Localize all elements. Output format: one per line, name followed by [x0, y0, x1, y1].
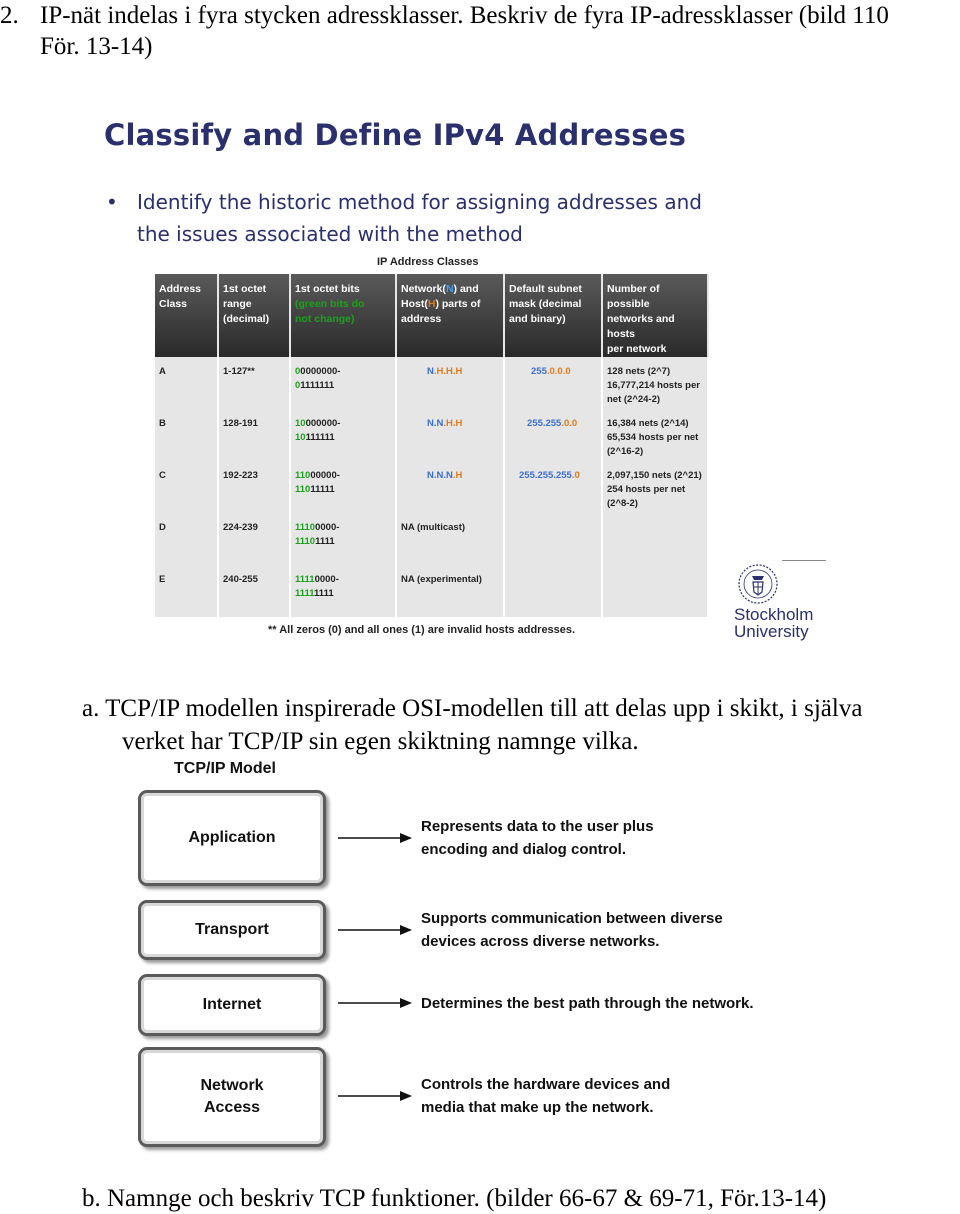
arrow-right-icon [338, 997, 412, 1009]
header-first-octet-range: 1st octet range (decimal) [218, 274, 290, 357]
cell-network-host: N.N.N.H [396, 461, 504, 513]
logo-divider [782, 560, 826, 561]
cell-class: A [155, 357, 218, 409]
cell-network-host: N.N.H.H [396, 409, 504, 461]
bullet-dot: • [106, 190, 118, 214]
tcp-ip-model-title: TCP/IP Model [174, 760, 276, 777]
ipv4-classes-slide [100, 112, 830, 652]
cell-range: 240-255 [218, 565, 290, 617]
university-seal-icon [736, 562, 780, 606]
table-row [155, 513, 708, 565]
cell-class: C [155, 461, 218, 513]
arrow-right-icon [338, 1090, 412, 1102]
cell-mask [504, 513, 602, 565]
arrow-right-icon [338, 924, 412, 936]
cell-count: 2,097,150 nets (2^21) 254 hosts per net (2^8-2) [602, 461, 708, 513]
stockholm-university-logo [732, 558, 832, 648]
cell-bits: 10000000- 10111111 [290, 409, 396, 461]
table-header-row [155, 274, 708, 357]
cell-mask: 255.0.0.0 [504, 357, 602, 409]
table-row [155, 565, 708, 617]
cell-count [602, 513, 708, 565]
question-a-line-2: verket har TCP/IP sin egen skiktning namnge vilka. [122, 728, 639, 755]
cell-mask [504, 565, 602, 617]
cell-range: 192-223 [218, 461, 290, 513]
cell-network-host: NA (experimental) [396, 565, 504, 617]
question-b: b. Namnge och beskriv TCP funktioner. (bilder 66-67 & 69-71, För.13-14) [82, 1185, 827, 1212]
cell-class: B [155, 409, 218, 461]
table-row [155, 461, 708, 513]
table-footnote: ** All zeros (0) and all ones (1) are invalid hosts addresses. [268, 624, 576, 636]
bullet-line-1: Identify the historic method for assigning addresses and [137, 190, 702, 214]
table-title: IP Address Classes [377, 256, 479, 268]
internet-description: Determines the best path through the network. [421, 995, 754, 1012]
header-first-octet-bits: 1st octet bits (green bits do not change) [290, 274, 396, 357]
layer-application: Application [138, 790, 326, 886]
cell-class: E [155, 565, 218, 617]
transport-description: Supports communication between diverse devices across diverse networks. [421, 910, 723, 950]
header-network-host-parts: Network(N) and Host(H) parts of address [396, 274, 504, 357]
cell-network-host: NA (multicast) [396, 513, 504, 565]
cell-mask: 255.255.255.0 [504, 461, 602, 513]
network-access-description: Controls the hardware devices and media that make up the network. [421, 1076, 671, 1116]
arrow-right-icon [338, 832, 412, 844]
cell-range: 1-127** [218, 357, 290, 409]
application-description: Represents data to the user plus encoding and dialog control. [421, 818, 654, 858]
cell-count [602, 565, 708, 617]
table-row [155, 409, 708, 461]
header-default-subnet-mask: Default subnet mask (decimal and binary) [504, 274, 602, 357]
cell-bits: 00000000- 01111111 [290, 357, 396, 409]
question-number: 2. [0, 2, 19, 29]
question-2-line-1: IP-nät indelas i fyra stycken adressklasser. Beskriv de fyra IP-adressklasser (bild 110 [40, 2, 889, 29]
cell-count: 128 nets (2^7) 16,777,214 hosts per net (2^24-2) [602, 357, 708, 409]
cell-bits: 11100000- 11101111 [290, 513, 396, 565]
layer-transport: Transport [138, 900, 326, 960]
header-address-class: Address Class [155, 274, 218, 357]
layer-network-access: Network Access [138, 1047, 326, 1147]
cell-bits: 11110000- 11111111 [290, 565, 396, 617]
cell-network-host: N.H.H.H [396, 357, 504, 409]
cell-range: 224-239 [218, 513, 290, 565]
logo-wordmark: Stockholm University [734, 605, 814, 641]
bullet-line-2: the issues associated with the method [137, 222, 523, 246]
cell-mask: 255.255.0.0 [504, 409, 602, 461]
question-2-line-2: För. 13-14) [40, 33, 153, 60]
cell-bits: 11000000- 11011111 [290, 461, 396, 513]
slide-title: Classify and Define IPv4 Addresses [104, 118, 687, 152]
cell-count: 16,384 nets (2^14) 65,534 hosts per net (2^16-2) [602, 409, 708, 461]
question-a-line-1: a. TCP/IP modellen inspirerade OSI-modellen till att delas upp i skikt, i själva [82, 695, 863, 722]
layer-internet: Internet [138, 974, 326, 1036]
ip-address-classes-table [155, 274, 709, 617]
cell-range: 128-191 [218, 409, 290, 461]
cell-class: D [155, 513, 218, 565]
header-number-of-networks-hosts: Number of possible networks and hosts per network [602, 274, 708, 357]
table-row [155, 357, 708, 409]
